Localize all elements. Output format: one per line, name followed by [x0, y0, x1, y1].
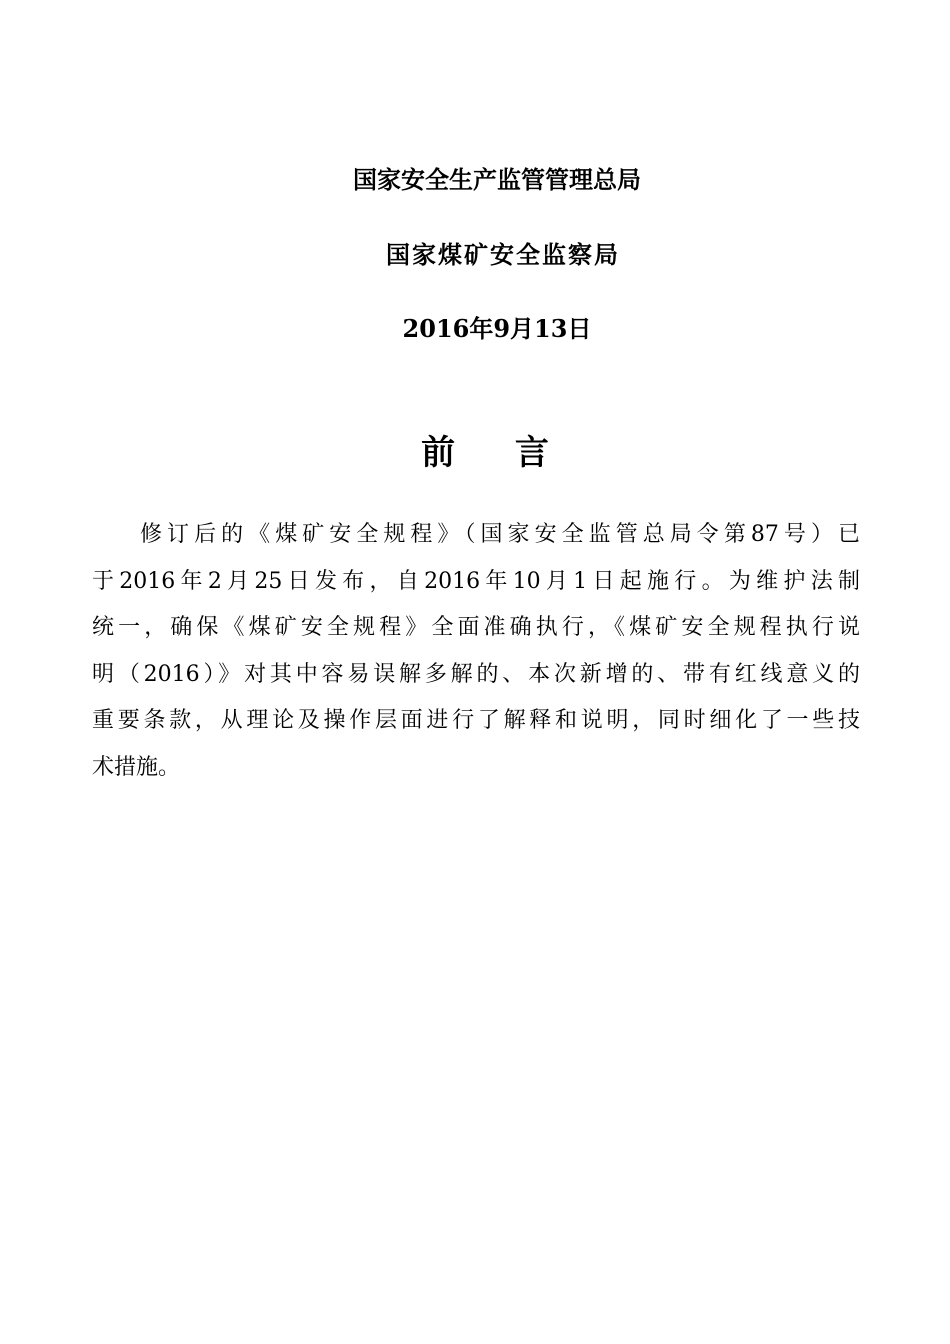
paragraph-line: 统一，确保《煤矿安全规程》全面准确执行，《煤矿安全规程执行说 — [92, 615, 860, 640]
issue-date: 2016年9月13日 — [402, 314, 592, 343]
issuer-title-safety-administration: 国家安全生产监管管理总局 — [353, 165, 641, 194]
paragraph-line: 重要条款，从理论及操作层面进行了解释和说明，同时细化了一些技 — [92, 708, 860, 733]
issuer-title-coal-mine-bureau: 国家煤矿安全监察局 — [386, 240, 620, 269]
paragraph-line: 术措施。 — [92, 754, 181, 780]
preface-paragraph — [92, 512, 860, 791]
paragraph-line: 修订后的《煤矿安全规程》（国家安全监管总局令第87号）已 — [140, 522, 860, 547]
preface-heading: 前 言 — [421, 433, 573, 473]
paragraph-line: 明（2016）》对其中容易误解多解的、本次新增的、带有红线意义的 — [92, 661, 860, 687]
paragraph-line: 于2016年2月25日发布，自2016年10月1日起施行。为维护法制 — [92, 568, 860, 594]
